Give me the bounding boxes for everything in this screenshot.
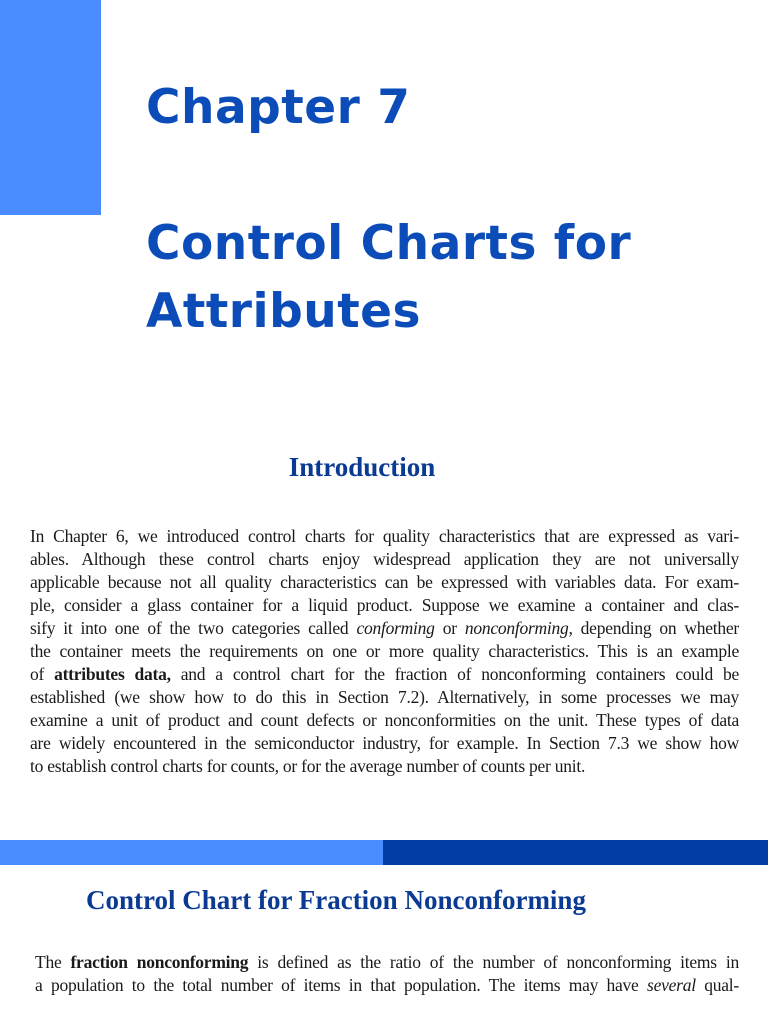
text: and a control chart for the fraction of nonconforming containers could be: [170, 664, 739, 684]
text: the container meets the requirements on one or more quality characteristics. This is an example: [30, 641, 739, 661]
text: The: [35, 952, 71, 972]
text: examine a unit of product and count defects or nonconformities on the unit. These types of data: [30, 710, 739, 730]
text: qual-: [695, 975, 739, 995]
paragraph-line: [30, 732, 739, 755]
bold-term: attributes data,: [54, 664, 171, 684]
text: ple, consider a glass container for a liquid product. Suppose we examine a container and clas-: [30, 595, 739, 615]
paragraph-line: [30, 571, 739, 594]
chapter-title-line2: Attributes: [146, 284, 422, 339]
section-paragraph: [35, 951, 739, 997]
paragraph-line: [30, 594, 739, 617]
text: a population to the total number of items in that population. The items may have: [35, 975, 648, 995]
chapter-title-line1: Control Charts for: [146, 216, 632, 271]
paragraph-line: [30, 686, 739, 709]
text: ables. Although these control charts enjoy widespread application they are not universally: [30, 549, 739, 569]
italic-term: several: [647, 975, 696, 995]
text: applicable because not all quality characteristics can be expressed with variables data. For exam-: [30, 572, 739, 592]
section-heading: Control Chart for Fraction Nonconforming: [86, 885, 586, 915]
text: is defined as the ratio of the number of nonconforming items in: [248, 952, 739, 972]
paragraph-line: [30, 548, 739, 571]
text: sify it into one of the two categories called: [30, 618, 357, 638]
text: to establish control charts for counts, or for the average number of counts per unit.: [30, 756, 586, 776]
paragraph-line: [30, 709, 739, 732]
text: depending on whether: [572, 618, 739, 638]
paragraph-line: [30, 663, 739, 686]
text: or: [434, 618, 465, 638]
divider-bar-dark: [383, 840, 768, 865]
text: of: [30, 664, 55, 684]
paragraph-line: [30, 755, 739, 778]
text: established (we show how to do this in Section 7.2). Alternatively, in some processes we may: [30, 687, 739, 707]
paragraph-line: [30, 525, 739, 548]
paragraph-line: [30, 617, 739, 640]
chapter-number: Chapter 7: [146, 80, 411, 135]
decorative-blue-block: [0, 0, 101, 215]
paragraph-line: [30, 640, 739, 663]
text: In Chapter 6, we introduced control charts for quality characteristics that are expressed as vari-: [30, 526, 739, 546]
text: are widely encountered in the semiconductor industry, for example. In Section 7.3 we show how: [30, 733, 739, 753]
bold-term: fraction nonconforming: [70, 952, 249, 972]
italic-term: nonconforming,: [464, 618, 573, 638]
divider-bar-light: [0, 840, 383, 865]
introduction-heading: Introduction: [288, 452, 436, 482]
paragraph-line: [35, 974, 739, 997]
introduction-paragraph: [30, 525, 739, 778]
paragraph-line: [35, 951, 739, 974]
italic-term: conforming: [356, 618, 435, 638]
